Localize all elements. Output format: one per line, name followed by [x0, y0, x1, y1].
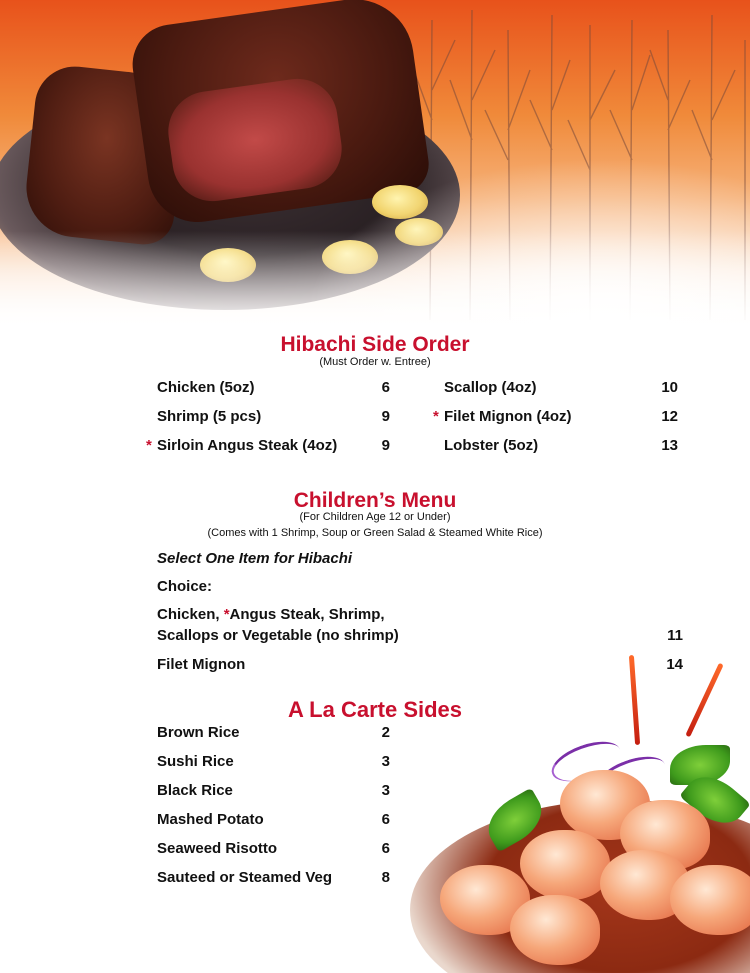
- menu-price: 3: [381, 753, 390, 770]
- children-select-heading: Select One Item for Hibachi: [157, 550, 353, 567]
- menu-price: 10: [661, 379, 678, 396]
- star-marker: *: [146, 437, 152, 454]
- menu-item: Brown Rice: [157, 724, 240, 741]
- menu-item: Mashed Potato: [157, 811, 264, 828]
- children-note-includes: (Comes with 1 Shrimp, Soup or Green Salad & Steamed White Rice): [207, 527, 543, 539]
- menu-price: 2: [381, 724, 390, 741]
- menu-item: Scallop (4oz): [444, 379, 537, 396]
- star-marker: *: [433, 408, 439, 425]
- sides-title: A La Carte Sides: [287, 697, 463, 722]
- hero-steak-image: [0, 0, 750, 330]
- children-option-line2: Scallops or Vegetable (no shrimp): [157, 627, 399, 644]
- menu-price: 9: [381, 408, 390, 425]
- menu-price: 6: [381, 811, 390, 828]
- menu-price: 6: [381, 840, 390, 857]
- menu-item: Filet Mignon (4oz): [444, 408, 572, 425]
- menu-item: Seaweed Risotto: [157, 840, 278, 857]
- children-choice-label: Choice:: [157, 578, 213, 595]
- menu-item: Sauteed or Steamed Veg: [157, 869, 333, 886]
- children-filet-price: 14: [666, 656, 683, 673]
- option-text: Angus Steak, Shrimp,: [229, 606, 385, 623]
- menu-price: 8: [381, 869, 390, 886]
- menu-price: 3: [381, 782, 390, 799]
- children-title: Children’s Menu: [293, 489, 457, 512]
- menu-item: Sirloin Angus Steak (4oz): [157, 437, 338, 454]
- hero-fade-overlay: [0, 0, 750, 330]
- children-filet-item: Filet Mignon: [157, 656, 246, 673]
- children-note-age: (For Children Age 12 or Under): [299, 511, 451, 523]
- option-text: Chicken,: [157, 606, 224, 623]
- shrimp: [520, 830, 610, 900]
- children-option-price: 11: [667, 627, 683, 644]
- menu-item: Lobster (5oz): [444, 437, 539, 454]
- shrimp: [510, 895, 600, 965]
- star-marker: *: [223, 606, 230, 623]
- menu-price: 12: [661, 408, 678, 425]
- menu-price: 13: [661, 437, 678, 454]
- menu-item: Sushi Rice: [157, 753, 234, 770]
- menu-item: Black Rice: [157, 782, 233, 799]
- menu-price: 6: [381, 379, 390, 396]
- hibachi-note: (Must Order w. Entree): [319, 356, 431, 368]
- hibachi-title: Hibachi Side Order: [280, 333, 470, 356]
- menu-item: Shrimp (5 pcs): [157, 408, 262, 425]
- menu-price: 9: [381, 437, 390, 454]
- menu-item: Chicken (5oz): [157, 379, 255, 396]
- children-option-line1: [157, 606, 385, 623]
